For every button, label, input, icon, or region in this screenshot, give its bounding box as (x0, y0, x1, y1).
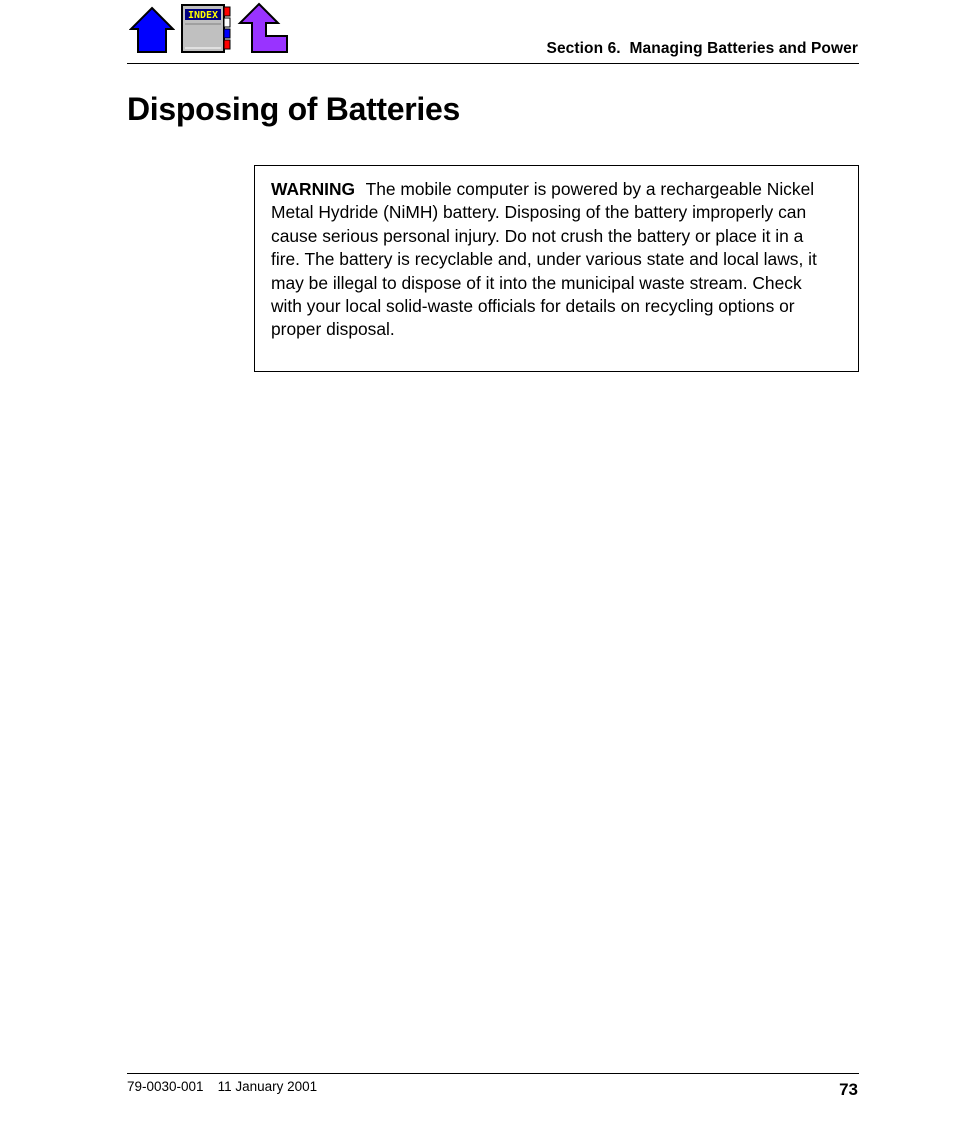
index-label: INDEX (187, 10, 219, 21)
page-number: 73 (839, 1080, 858, 1099)
warning-box (254, 165, 859, 372)
home-icon[interactable] (129, 6, 175, 54)
doc-date: 11 January 2001 (217, 1079, 318, 1094)
navigation-icons (129, 2, 289, 54)
doc-number: 79-0030-001 (127, 1079, 204, 1094)
warning-text: The mobile computer is powered by a rechargeable Nickel Metal Hydride (NiMH) battery. Disposing of the battery improperly can cause serious personal injury. Do not crush the battery or place it in a fire. The battery is recyclable and, under various state and local laws, it may be illegal to dispose of it into the municipal waste stream. Check with your local solid-waste officials for details on recycling options or proper disposal. (271, 179, 817, 340)
header-divider (127, 63, 859, 64)
up-arrow-icon[interactable] (237, 2, 289, 54)
index-book-icon[interactable] (181, 4, 231, 54)
footer-doc-info (127, 1079, 317, 1094)
page-title: Disposing of Batteries (127, 91, 461, 127)
footer-divider (127, 1073, 859, 1074)
section-title: Section 6. Managing Batteries and Power (546, 40, 858, 57)
warning-label: WARNING (271, 179, 356, 199)
